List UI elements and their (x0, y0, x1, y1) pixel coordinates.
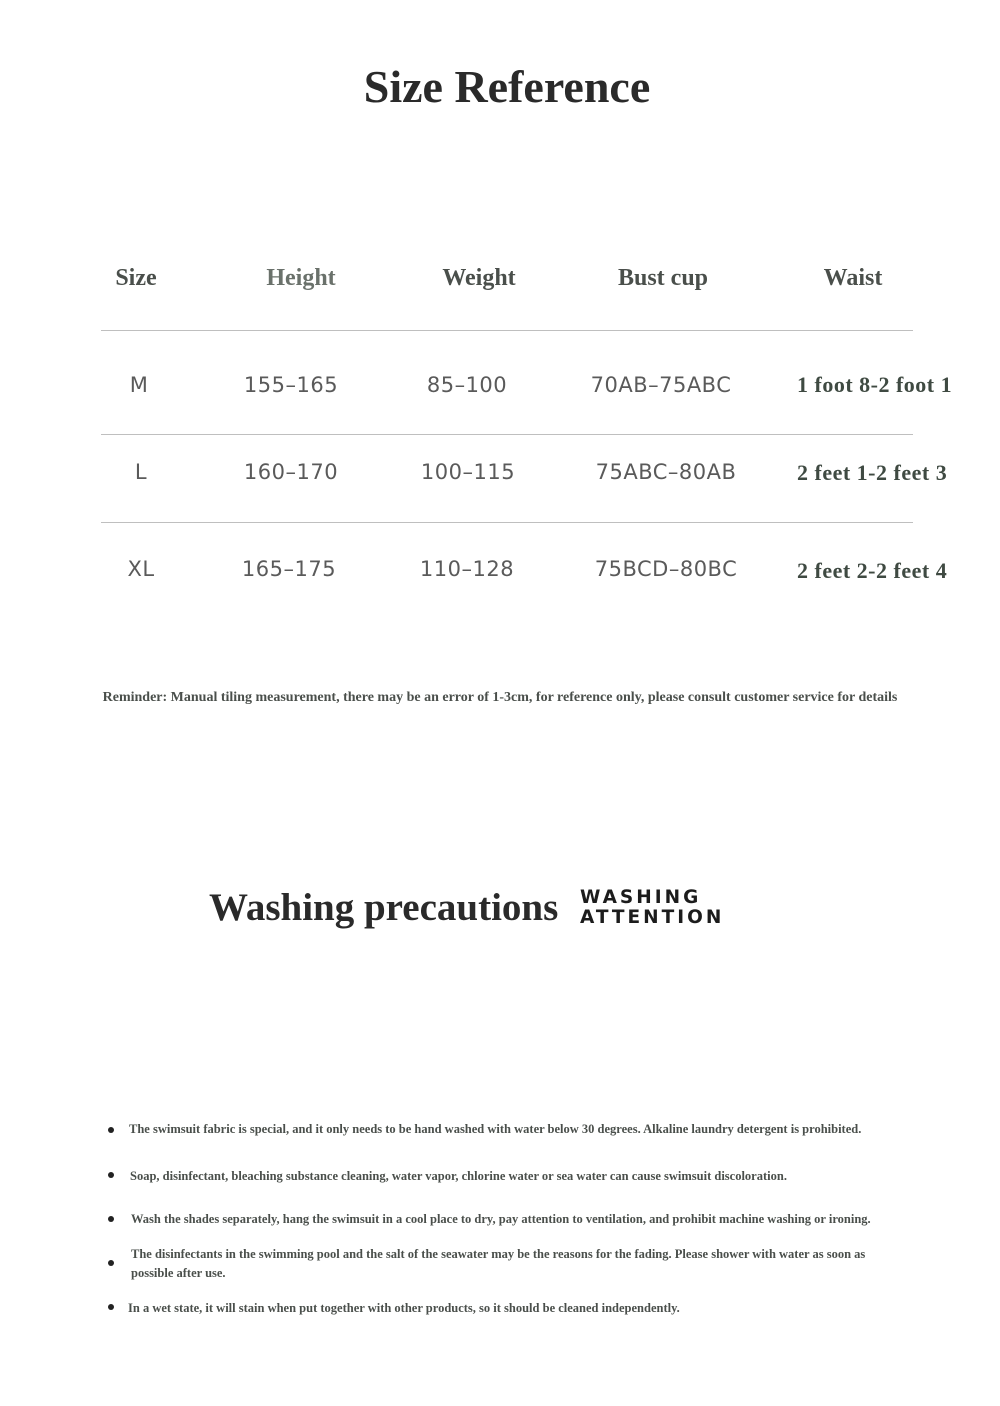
cell-waist: 1 foot 8-2 foot 1 (797, 372, 953, 397)
cell-bust-cup: 75BCD–80BC (594, 557, 738, 581)
note-text: The disinfectants in the swimming pool and the salt of the seawater may be the reasons for the fading. Please shower with water as soon as possible after use. (131, 1247, 866, 1280)
cell-size: XL (127, 557, 155, 581)
cell-bust-cup: 70AB–75ABC (590, 373, 732, 397)
badge-line: WASHING (580, 887, 702, 908)
bullet-icon (108, 1216, 114, 1222)
note-text: Soap, disinfectant, bleaching substance cleaning, water vapor, chlorine water or sea water can cause swimsuit discoloration. (130, 1169, 787, 1183)
note-text: In a wet state, it will stain when put together with other products, so it should be cleaned independently. (128, 1301, 680, 1315)
note-text: The swimsuit fabric is special, and it only needs to be hand washed with water below 30 degrees. Alkaline laundry detergent is prohibited. (129, 1122, 862, 1136)
cell-height: 160–170 (243, 460, 339, 484)
cell-waist: 2 feet 2-2 feet 4 (797, 558, 948, 583)
bullet-icon (108, 1127, 114, 1133)
bullet-icon (108, 1172, 114, 1178)
cell-weight: 85–100 (426, 373, 508, 397)
cell-weight: 110–128 (419, 557, 515, 581)
column-header-weight: Weight (442, 265, 516, 291)
cell-size: L (134, 460, 148, 484)
measurement-reminder: Reminder: Manual tiling measurement, there may be an error of 1-3cm, for reference only, please consult customer service for details (102, 690, 898, 705)
table-divider (101, 434, 913, 435)
cell-weight: 100–115 (420, 460, 516, 484)
cell-waist: 2 feet 1-2 feet 3 (797, 460, 948, 485)
cell-bust-cup: 75ABC–80AB (595, 460, 737, 484)
cell-height: 165–175 (241, 557, 337, 581)
bullet-icon (108, 1304, 114, 1310)
page-title: Size Reference (363, 61, 651, 112)
size-table (0, 0, 1000, 620)
washing-heading: Washing precautions (209, 886, 559, 929)
column-header-waist: Waist (823, 265, 883, 291)
table-divider (101, 330, 913, 331)
bullet-icon (108, 1260, 114, 1266)
cell-height: 155–165 (243, 373, 339, 397)
table-divider (101, 522, 913, 523)
badge-line: ATTENTION (580, 907, 725, 928)
column-header-height: Height (266, 265, 336, 291)
column-header-size: Size (115, 265, 157, 291)
column-header-bust-cup: Bust cup (617, 265, 709, 291)
washing-attention-badge (580, 888, 724, 928)
cell-size: M (129, 373, 149, 397)
note-text: Wash the shades separately, hang the swimsuit in a cool place to dry, pay attention to ventilation, and prohibit machine washing or ironing. (131, 1212, 871, 1226)
